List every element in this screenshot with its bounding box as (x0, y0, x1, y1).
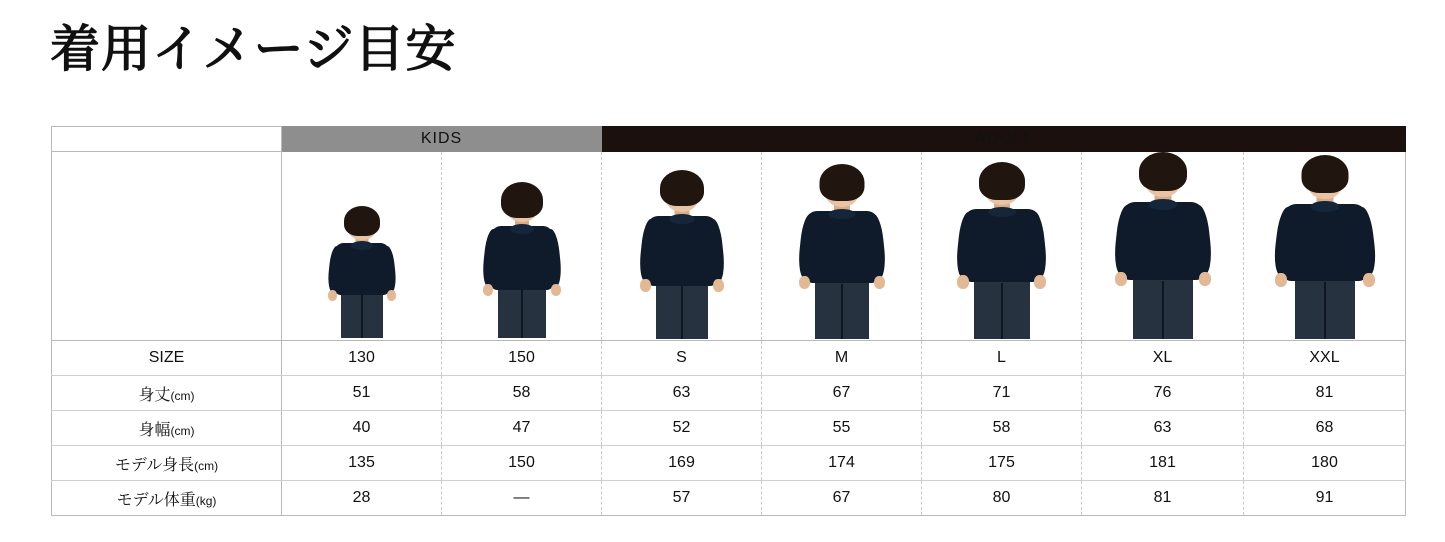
cell-body-width-XL: 63 (1082, 411, 1244, 446)
pants-shape (1133, 277, 1193, 339)
garment-body (1283, 204, 1367, 281)
table-row-model-weight (52, 481, 1406, 516)
hand-right (387, 290, 396, 301)
hand-right (874, 276, 885, 289)
cell-body-width-XXL: 68 (1244, 411, 1406, 446)
collar-shape (351, 241, 373, 250)
cell-model-weight-XXL: 91 (1244, 481, 1406, 516)
collar-shape (669, 214, 695, 224)
cell-model-weight-150: — (442, 481, 602, 516)
garment-body (647, 216, 717, 286)
cell-size-S: S (602, 341, 762, 376)
cell-body-width-130: 40 (282, 411, 442, 446)
hair-shape (1139, 152, 1187, 191)
cell-size-130: 130 (282, 341, 442, 376)
collar-shape (1310, 201, 1339, 212)
collar-shape (988, 207, 1016, 217)
cell-body-width-150: 47 (442, 411, 602, 446)
hand-right (1363, 273, 1375, 287)
table-row-body-length (52, 376, 1406, 411)
model-cell-L (922, 152, 1082, 341)
cell-size-XXL: XXL (1244, 341, 1406, 376)
cell-body-width-S: 52 (602, 411, 762, 446)
row-header-model-weight (52, 481, 282, 516)
cell-model-height-XXL: 180 (1244, 446, 1406, 481)
pants-shape (341, 292, 383, 338)
pants-shape (656, 283, 708, 339)
group-header-row (52, 127, 1406, 152)
model-XXL-figure (1250, 154, 1400, 340)
cell-body-width-M: 55 (762, 411, 922, 446)
garment-body (964, 209, 1040, 282)
hand-left (957, 275, 969, 289)
garment-body (1122, 202, 1204, 280)
row-header-label: 身幅 (138, 421, 171, 439)
hair-shape (344, 206, 380, 236)
page-title: 着用イメージ目安 (50, 21, 457, 77)
row-header-unit: (cm) (194, 458, 219, 473)
row-header-model-height (52, 446, 282, 481)
model-cell-M (762, 152, 922, 341)
model-130-figure (302, 200, 422, 340)
row-header-label: モデル体重 (116, 491, 196, 509)
pants-shape (1295, 278, 1355, 339)
model-cell-S (602, 152, 762, 341)
garment-body (491, 226, 553, 290)
pants-shape (498, 287, 546, 338)
cell-body-length-XL: 76 (1082, 376, 1244, 411)
group-header-blank (52, 127, 282, 152)
cell-model-weight-XL: 81 (1082, 481, 1244, 516)
row-header-unit: (kg) (195, 493, 217, 508)
table-row-size (52, 341, 1406, 376)
cell-model-height-S: 169 (602, 446, 762, 481)
cell-model-weight-130: 28 (282, 481, 442, 516)
hair-shape (660, 170, 704, 206)
garment-body (805, 211, 878, 283)
hand-left (1275, 273, 1287, 287)
row-header-body-width (52, 411, 282, 446)
row-header-unit: (cm) (170, 423, 195, 438)
hand-left (799, 276, 810, 289)
group-header-kids: KIDS (282, 127, 602, 152)
hand-left (483, 284, 493, 296)
cell-model-height-L: 175 (922, 446, 1082, 481)
table-row-model-height (52, 446, 1406, 481)
cell-model-weight-S: 57 (602, 481, 762, 516)
cell-body-length-L: 71 (922, 376, 1082, 411)
hand-right (1199, 272, 1211, 286)
cell-model-height-XL: 181 (1082, 446, 1244, 481)
pants-shape (815, 280, 869, 339)
row-header-unit: (cm) (170, 388, 195, 403)
collar-shape (1148, 199, 1177, 210)
cell-size-150: 150 (442, 341, 602, 376)
cell-body-length-S: 63 (602, 376, 762, 411)
row-header-size (52, 341, 282, 376)
hair-shape (979, 162, 1025, 200)
hand-right (713, 279, 724, 292)
group-header-adult: ADULT (602, 127, 1406, 152)
hair-shape (819, 164, 864, 201)
hand-right (551, 284, 561, 296)
cell-body-length-130: 51 (282, 376, 442, 411)
cell-model-weight-L: 80 (922, 481, 1082, 516)
model-L-figure (929, 160, 1074, 340)
collar-shape (510, 224, 534, 234)
model-row-header (52, 152, 282, 341)
table-row-body-width (52, 411, 1406, 446)
garment-body (335, 243, 389, 295)
collar-shape (828, 209, 855, 219)
cell-body-length-M: 67 (762, 376, 922, 411)
row-header-label: SIZE (148, 349, 185, 366)
row-header-body-length (52, 376, 282, 411)
hair-shape (501, 182, 543, 218)
cell-model-height-M: 174 (762, 446, 922, 481)
cell-model-weight-M: 67 (762, 481, 922, 516)
row-header-label: 身丈 (138, 386, 171, 404)
model-M-figure (772, 162, 912, 340)
hand-left (328, 290, 337, 301)
model-150-figure (457, 180, 587, 340)
hand-left (640, 279, 651, 292)
model-cell-150 (442, 152, 602, 341)
hand-left (1115, 272, 1127, 286)
cell-body-length-XXL: 81 (1244, 376, 1406, 411)
cell-model-height-130: 135 (282, 446, 442, 481)
cell-body-width-L: 58 (922, 411, 1082, 446)
cell-size-L: L (922, 341, 1082, 376)
model-S-figure (612, 168, 752, 340)
cell-model-height-150: 150 (442, 446, 602, 481)
model-cell-XL (1082, 152, 1244, 341)
cell-size-XL: XL (1082, 341, 1244, 376)
size-table (51, 126, 1406, 516)
cell-body-length-150: 58 (442, 376, 602, 411)
pants-shape (974, 279, 1030, 339)
cell-size-M: M (762, 341, 922, 376)
model-image-row (52, 152, 1406, 341)
model-XL-figure (1088, 152, 1238, 340)
model-cell-XXL (1244, 152, 1406, 341)
hair-shape (1301, 155, 1348, 193)
hand-right (1034, 275, 1046, 289)
row-header-label: モデル身長 (114, 456, 195, 474)
model-cell-130 (282, 152, 442, 341)
